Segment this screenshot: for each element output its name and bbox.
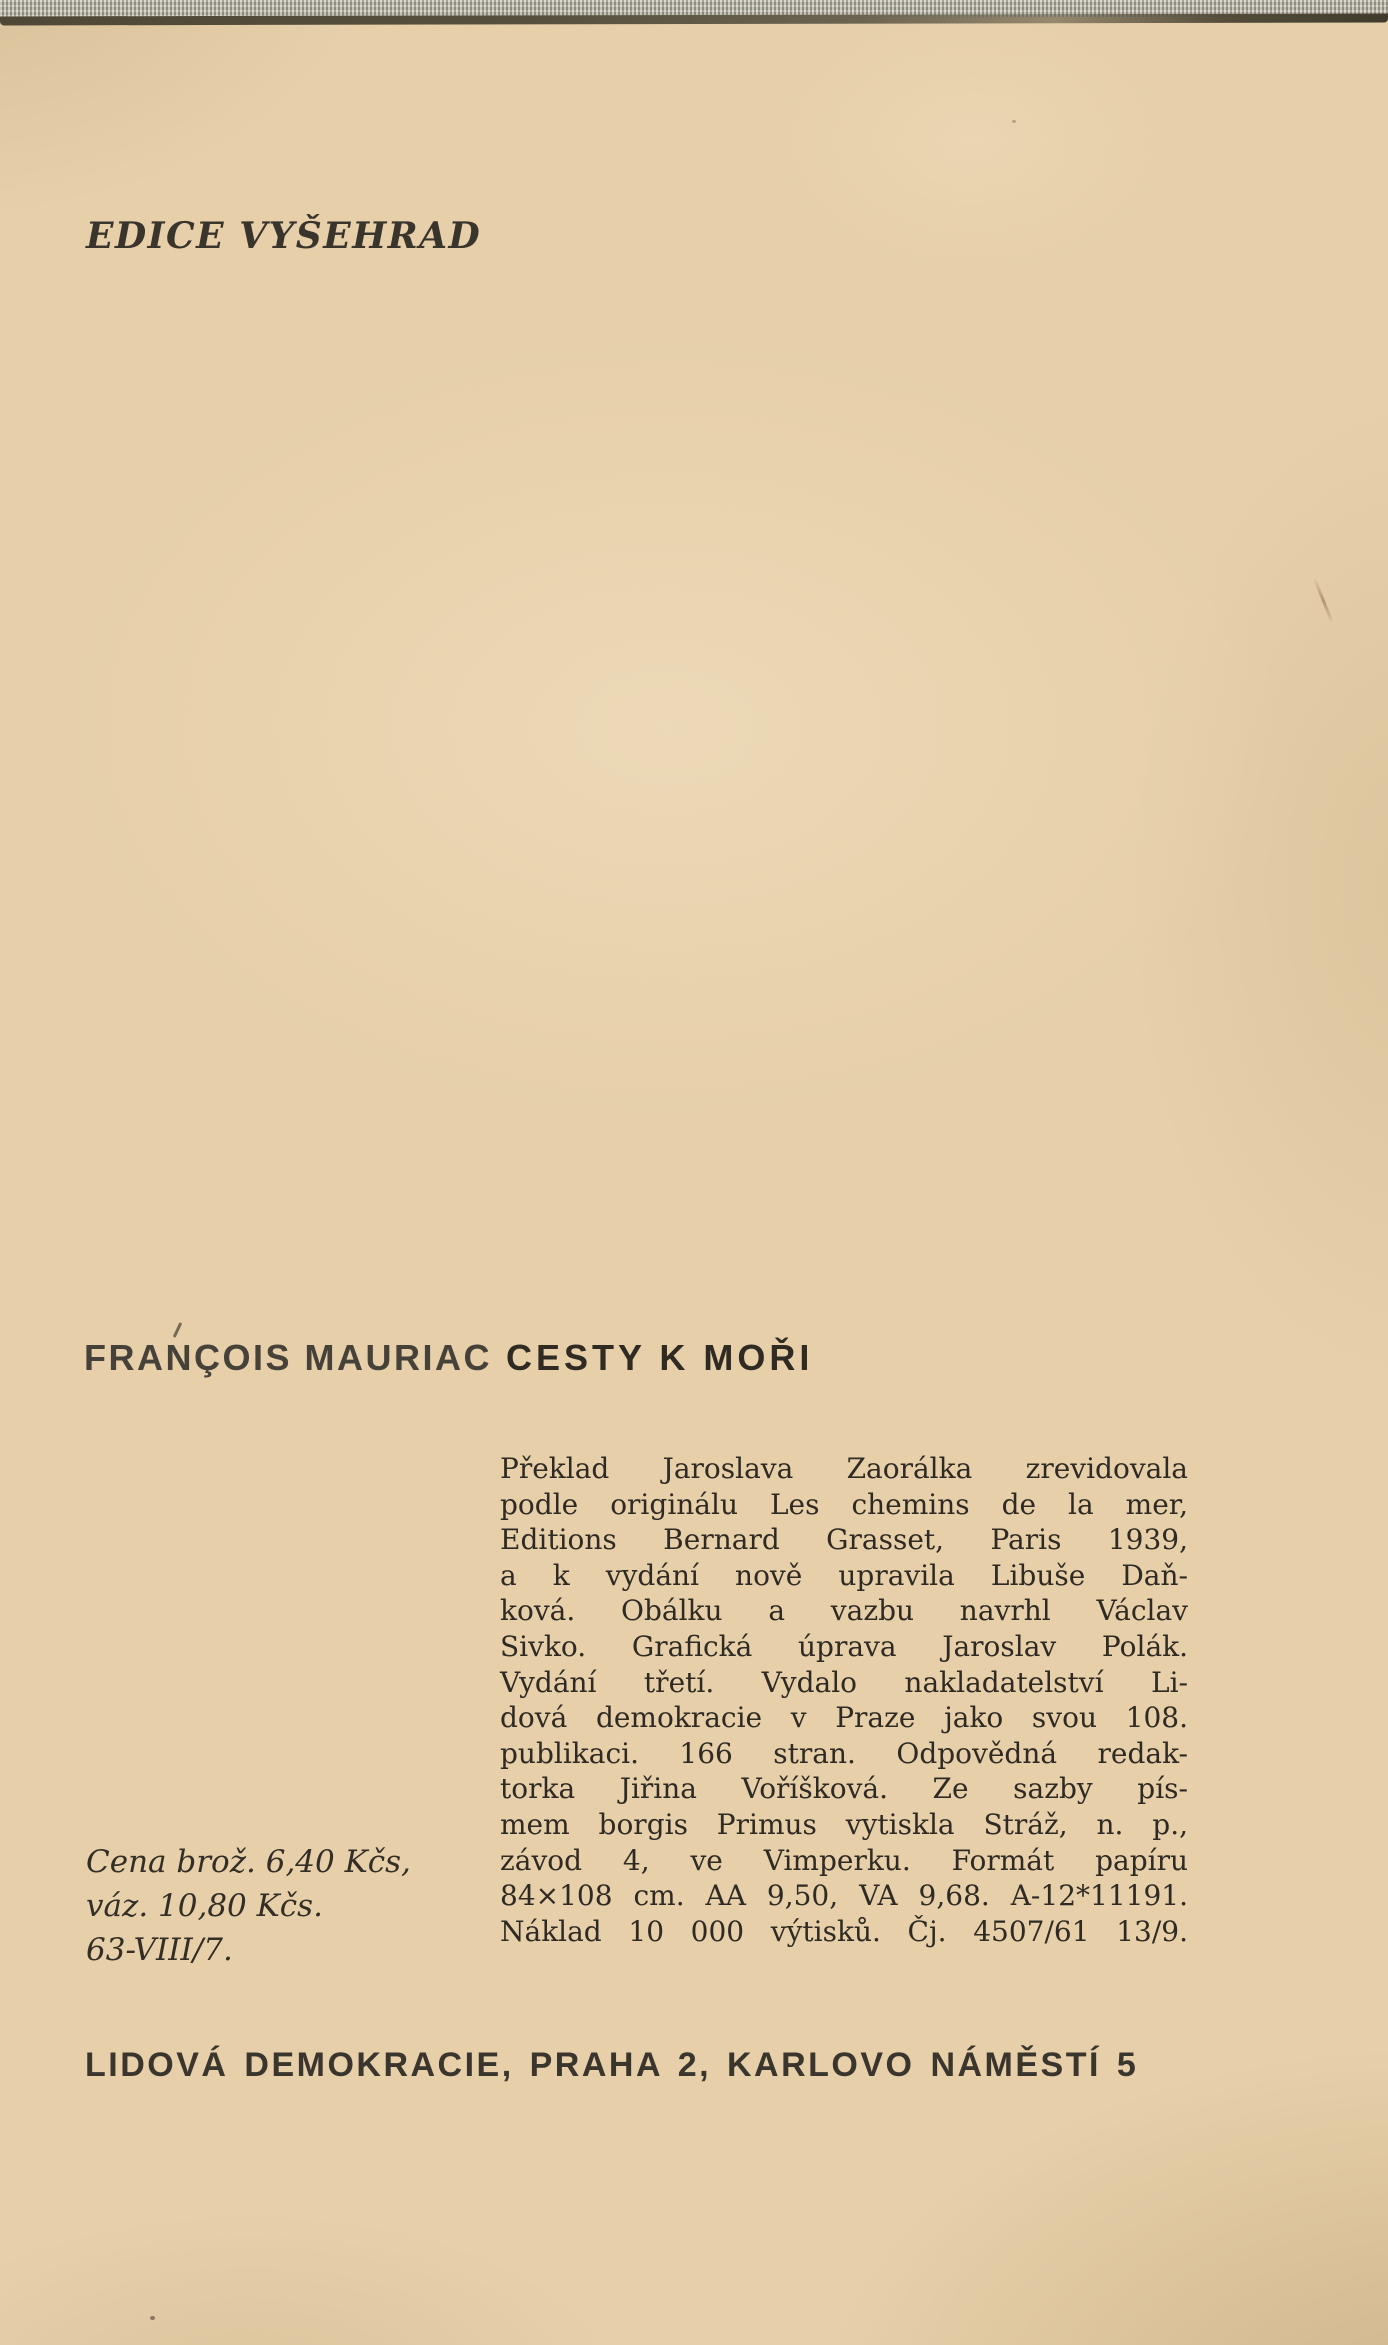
colophon-line: podle originálu Les chemins de la mer, <box>500 1487 1188 1521</box>
colophon-line: Editions Bernard Grasset, Paris 1939, <box>500 1523 1188 1557</box>
colophon-line: Sivko. Grafická úprava Jaroslav Polák. <box>500 1629 1188 1663</box>
colophon-line: ková. Obálku a vazbu navrhl Václav <box>500 1594 1188 1628</box>
colophon-line: Překlad Jaroslava Zaorálka zrevidovala <box>500 1452 1188 1485</box>
price-line-brochure: Cena brož. 6,40 Kčs, <box>86 1844 411 1880</box>
book-title: CESTY K MOŘI <box>505 1337 814 1378</box>
edition-series-label: EDICE VYŠEHRAD <box>86 215 482 257</box>
edition-code: 63-VIII/7. <box>86 1932 233 1968</box>
colophon-line: publikaci. 166 stran. Odpovědná redak- <box>500 1736 1188 1770</box>
colophon-line: torka Jiřina Voříšková. Ze sazby pís- <box>500 1772 1188 1806</box>
author-name: FRANÇOIS MAURIAC <box>84 1337 492 1378</box>
paper-speck <box>1012 120 1016 123</box>
price-line-bound: váz. 10,80 Kčs. <box>86 1888 323 1924</box>
colophon-line: mem borgis Primus vytiskla Stráž, n. p., <box>500 1807 1188 1841</box>
colophon-line: závod 4, ve Vimperku. Formát papíru <box>500 1843 1188 1877</box>
paper-speck <box>150 2316 155 2320</box>
book-title-line <box>84 1336 813 1380</box>
publisher-address-line: LIDOVÁ DEMOKRACIE, PRAHA 2, KARLOVO NÁMĚSTÍ 5 <box>85 2046 1139 2084</box>
colophon-line: Vydání třetí. Vydalo nakladatelství Li- <box>500 1665 1188 1699</box>
colophon-paragraph <box>500 1451 1188 1949</box>
cloth-shadow-line <box>0 14 1388 26</box>
colophon-line: Náklad 10 000 výtisků. Čj. 4507/61 13/9. <box>500 1914 1188 1948</box>
colophon-line: dová demokracie v Praze jako svou 108. <box>500 1701 1188 1735</box>
colophon-line: 84×108 cm. AA 9,50, VA 9,68. A-12*11191. <box>500 1879 1188 1913</box>
price-block <box>86 1840 411 1972</box>
pen-mark <box>1313 579 1333 623</box>
colophon-line: a k vydání nově upravila Libuše Daň- <box>500 1558 1188 1592</box>
